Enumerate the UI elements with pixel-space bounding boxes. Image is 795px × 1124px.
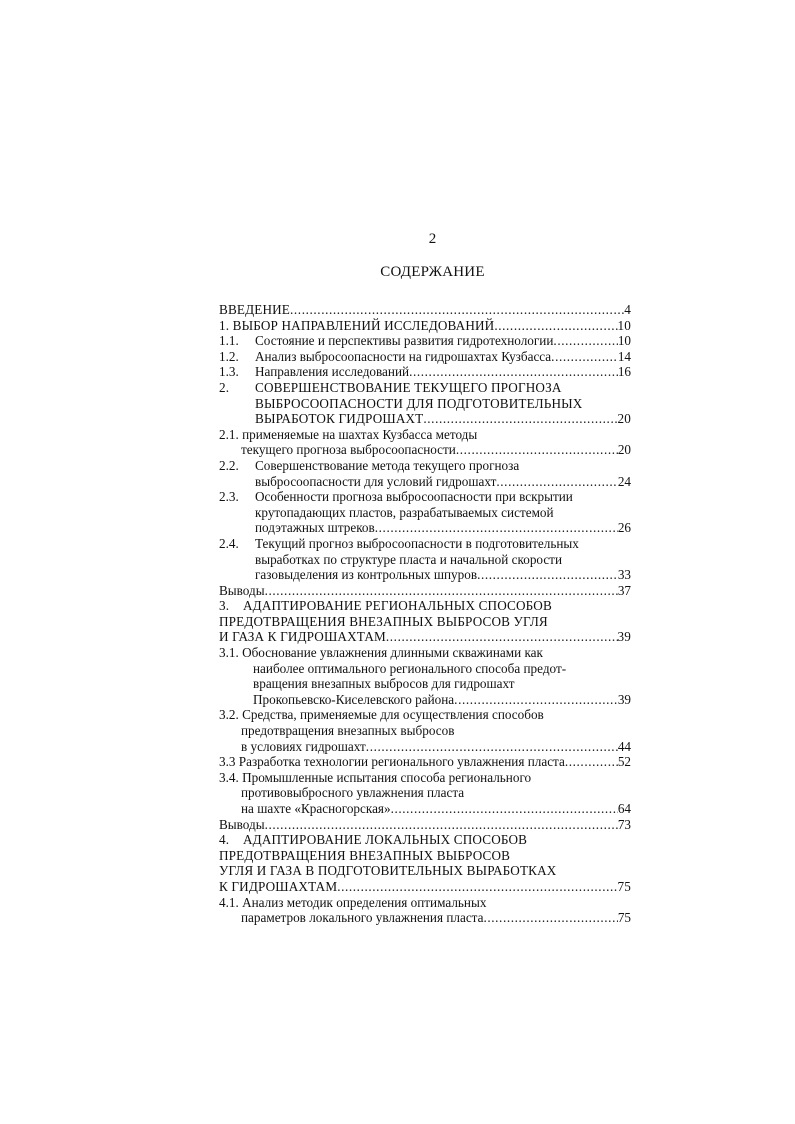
toc-entry-text: СОВЕРШЕНСТВОВАНИЕ ТЕКУЩЕГО ПРОГНОЗА: [255, 379, 562, 395]
toc-entry-continuation: [219, 474, 631, 490]
toc-entry-3-4: [219, 770, 631, 786]
toc-page-number: 33: [617, 567, 631, 583]
toc-entry-3-2: [219, 707, 631, 723]
toc-page-number: 44: [617, 738, 631, 754]
toc-page-number: 73: [617, 816, 631, 832]
toc-entry-continuation: [219, 676, 631, 692]
dot-leader: [265, 817, 618, 833]
toc-entry-number: 2.2.: [219, 457, 239, 473]
dot-leader: [565, 754, 618, 770]
dot-leader: [553, 333, 617, 349]
toc-entry-conclusions-3: [219, 817, 631, 833]
toc-entry-continuation: [219, 567, 631, 583]
toc-entry-text: АДАПТИРОВАНИЕ РЕГИОНАЛЬНЫХ СПОСОБОВ: [243, 598, 552, 614]
dot-leader: [477, 567, 618, 583]
toc-entry-conclusions-2: [219, 583, 631, 599]
toc-entry-number: 1.1.: [219, 333, 239, 349]
toc-entry-text: выбросоопасности для условий гидрошахт: [255, 473, 497, 489]
toc-entry-text: в условиях гидрошахт: [241, 738, 366, 754]
toc-entry-continuation: [219, 629, 631, 645]
toc-entry-text: крутопадающих пластов, разрабатываемых системой: [255, 504, 554, 520]
toc-entry-text: 3.4. Промышленные испытания способа регионального: [219, 769, 532, 785]
toc-page-number: 14: [617, 348, 631, 364]
toc-entry-text: 3.2. Средства, применяемые для осуществления способов: [219, 707, 544, 723]
toc-entry-2-3: [219, 489, 631, 505]
table-of-contents: [219, 302, 631, 926]
toc-entry-number: 2.: [219, 379, 230, 395]
toc-entry-text: ВЫРАБОТОК ГИДРОШАХТ: [255, 411, 424, 427]
toc-entry-continuation: [219, 520, 631, 536]
toc-page-number: 16: [617, 364, 631, 380]
toc-entry-text: 1. ВЫБОР НАПРАВЛЕНИЙ ИССЛЕДОВАНИЙ: [219, 317, 495, 333]
toc-entry-1-2: [219, 349, 631, 365]
toc-entry-3-1: [219, 645, 631, 661]
toc-page-number: 10: [617, 317, 631, 333]
toc-entry-text: Выводы: [219, 582, 265, 598]
toc-entry-continuation: [219, 848, 631, 864]
toc-entry-chapter-3: [219, 598, 631, 614]
toc-entry-number: 3.: [219, 598, 230, 614]
toc-entry-text: ВЫБРОСООПАСНОСТИ ДЛЯ ПОДГОТОВИТЕЛЬНЫХ: [255, 395, 583, 411]
dot-leader: [290, 302, 624, 318]
toc-entry-number: 2.4.: [219, 535, 239, 551]
toc-entry-text: подэтажных штреков: [255, 520, 375, 536]
toc-entry-text: И ГАЗА К ГИДРОШАХТАМ: [219, 629, 386, 645]
toc-entry-continuation: [219, 411, 631, 427]
toc-entry-text: вращения внезапных выбросов для гидрошахт: [253, 676, 515, 692]
dot-leader: [456, 442, 618, 458]
toc-page-number: 39: [617, 691, 631, 707]
toc-entry-text: Выводы: [219, 816, 265, 832]
toc-entry-continuation: [219, 801, 631, 817]
toc-entry-text: наиболее оптимального регионального способа предот-: [253, 660, 567, 676]
toc-entry-continuation: [219, 396, 631, 412]
toc-entry-continuation: [219, 863, 631, 879]
toc-entry-continuation: [219, 614, 631, 630]
toc-entry-continuation: [219, 505, 631, 521]
toc-entry-1-3: [219, 364, 631, 380]
dot-leader: [496, 474, 617, 490]
page-number: 2: [428, 231, 437, 247]
toc-entry-text: Анализ выбросоопасности на гидрошахтах Кузбасса: [255, 348, 552, 364]
toc-entry-text: противовыбросного увлажнения пласта: [241, 785, 465, 801]
toc-entry-continuation: [219, 723, 631, 739]
toc-entry-continuation: [219, 661, 631, 677]
toc-entry-text: выработках по структуре пласта и начальной скорости: [255, 551, 563, 567]
toc-entry-text: ПРЕДОТВРАЩЕНИЯ ВНЕЗАПНЫХ ВЫБРОСОВ УГЛЯ: [219, 613, 548, 629]
toc-entry-text: предотвращения внезапных выбросов: [241, 723, 455, 739]
toc-entry-continuation: [219, 785, 631, 801]
toc-entry-chapter-2: [219, 380, 631, 396]
toc-entry-text: 3.3 Разработка технологии регионального увлажнения пласта: [219, 754, 565, 770]
toc-page-number: 26: [617, 520, 631, 536]
toc-entry-text: К ГИДРОШАХТАМ: [219, 878, 338, 894]
toc-entry-chapter-4: [219, 832, 631, 848]
toc-page-number: 52: [617, 754, 631, 770]
toc-entry-continuation: [219, 879, 631, 895]
toc-entry-introduction: [219, 302, 631, 318]
toc-entry-2-4: [219, 536, 631, 552]
toc-entry-chapter-1: [219, 318, 631, 334]
toc-entry-text: текущего прогноза выбросоопасности: [241, 442, 456, 458]
toc-entry-number: 4.: [219, 832, 230, 848]
dot-leader: [494, 318, 617, 334]
toc-page-number: 75: [617, 878, 631, 894]
dot-leader: [551, 349, 618, 365]
toc-page-number: 37: [617, 582, 631, 598]
dot-leader: [366, 739, 618, 755]
toc-entry-continuation: [219, 739, 631, 755]
toc-entry-text: Особенности прогноза выбросоопасности при вскрытии: [255, 489, 573, 505]
toc-entry-number: 2.3.: [219, 489, 239, 505]
toc-entry-text: УГЛЯ И ГАЗА В ПОДГОТОВИТЕЛЬНЫХ ВЫРАБОТКАХ: [219, 863, 557, 879]
toc-entry-text: Текущий прогноз выбросоопасности в подготовительных: [255, 535, 579, 551]
toc-page-number: 20: [617, 442, 631, 458]
dot-leader: [375, 520, 618, 536]
toc-page-number: 64: [617, 801, 631, 816]
toc-page-number: 75: [617, 910, 631, 926]
toc-page-number: 20: [617, 411, 631, 427]
toc-entry-text: ПРЕДОТВРАЩЕНИЯ ВНЕЗАПНЫХ ВЫБРОСОВ: [219, 847, 511, 863]
toc-entry-text: на шахте «Красногорская»: [241, 801, 391, 816]
toc-entry-text: Прокопьевско-Киселевского района: [253, 691, 455, 707]
toc-entry-continuation: [219, 692, 631, 708]
toc-entry-text: Состояние и перспективы развития гидротехнологии: [255, 333, 554, 349]
toc-entry-text: 4.1. Анализ методик определения оптимальных: [219, 894, 487, 910]
toc-page-number: 24: [617, 473, 631, 489]
toc-entry-2-2: [219, 458, 631, 474]
dot-leader: [454, 692, 618, 708]
page-title: СОДЕРЖАНИЕ: [380, 264, 485, 280]
dot-leader: [391, 801, 618, 817]
toc-entry-text: 3.1. Обоснование увлажнения длинными скважинами как: [219, 645, 543, 661]
dot-leader: [423, 411, 617, 427]
toc-entry-1-1: [219, 333, 631, 349]
dot-leader: [483, 910, 617, 926]
toc-entry-text: газовыделения из контрольных шпуров: [255, 567, 478, 583]
toc-page-number: 10: [617, 333, 631, 349]
dot-leader: [386, 629, 618, 645]
dot-leader: [265, 583, 618, 599]
toc-entry-text: АДАПТИРОВАНИЕ ЛОКАЛЬНЫХ СПОСОБОВ: [243, 832, 528, 848]
toc-entry-text: 2.1. применяемые на шахтах Кузбасса методы: [219, 426, 478, 442]
toc-entry-text: параметров локального увлажнения пласта: [241, 910, 484, 926]
toc-entry-number: 1.3.: [219, 364, 239, 380]
toc-entry-4-1: [219, 895, 631, 911]
toc-entry-text: ВВЕДЕНИЕ: [219, 302, 291, 317]
toc-entry-number: 1.2.: [219, 348, 239, 364]
toc-page-number: 4: [624, 302, 631, 317]
toc-entry-2-1: [219, 427, 631, 443]
toc-entry-continuation: [219, 910, 631, 926]
toc-page-number: 39: [617, 629, 631, 645]
toc-entry-3-3: [219, 754, 631, 770]
dot-leader: [409, 364, 618, 380]
toc-entry-text: Совершенствование метода текущего прогноза: [255, 457, 520, 473]
toc-entry-continuation: [219, 552, 631, 568]
dot-leader: [337, 879, 617, 895]
toc-entry-continuation: [219, 442, 631, 458]
toc-entry-text: Направления исследований: [255, 364, 410, 380]
